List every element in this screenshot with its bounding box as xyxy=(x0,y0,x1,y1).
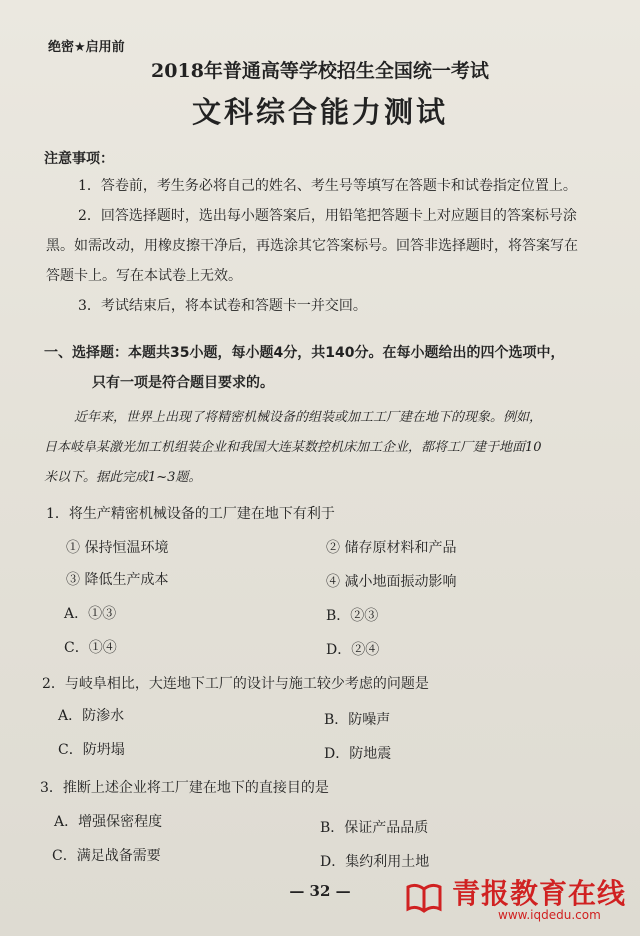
question-3-stem: 3．推断上述企业将工厂建在地下的直接目的是 xyxy=(40,780,329,796)
exam-title: 2018年普通高等学校招生全国统一考试 xyxy=(151,60,489,82)
notice-item-2-line-1: 2．回答选择题时，选出每小题答案后，用铅笔把答题卡上对应题目的答案标号涂 xyxy=(78,208,577,224)
question-1-option-d: D．②④ xyxy=(326,642,380,658)
question-1-option-a: A．①③ xyxy=(64,606,117,622)
question-1-statement-4: ④ 减小地面振动影响 xyxy=(326,574,457,590)
confidential-label: 绝密★启用前 xyxy=(48,40,125,55)
notice-item-3: 3．考试结束后，将本试卷和答题卡一并交回。 xyxy=(78,298,367,314)
watermark-logo-text: 青报教育在线 xyxy=(452,877,627,910)
question-2-option-b: B．防噪声 xyxy=(324,712,391,728)
notice-heading: 注意事项： xyxy=(44,151,114,167)
question-1-statement-2: ② 储存原材料和产品 xyxy=(326,540,457,556)
passage-line-3: 米以下。据此完成1~3题。 xyxy=(44,470,202,485)
question-2-option-c: C．防坍塌 xyxy=(58,742,125,758)
section-heading-line-2: 只有一项是符合题目要求的。 xyxy=(92,375,274,391)
question-1-option-b: B．②③ xyxy=(326,608,379,624)
notice-item-2-line-2: 黑。如需改动，用橡皮擦干净后，再选涂其它答案标号。回答非选择题时，将答案写在 xyxy=(46,238,578,254)
section-heading-line-1: 一、选择题：本题共35小题，每小题4分，共140分。在每小题给出的四个选项中， xyxy=(44,345,565,361)
notice-item-2-line-3: 答题卡上。写在本试卷上无效。 xyxy=(46,268,242,284)
notice-item-1: 1．答卷前，考生务必将自己的姓名、考生号等填写在答题卡和试卷指定位置上。 xyxy=(78,178,577,194)
watermark-url: www.iqdedu.com xyxy=(498,908,601,922)
question-3-option-a: A．增强保密程度 xyxy=(54,814,163,830)
subject-title: 文科综合能力测试 xyxy=(191,95,448,129)
question-1-stem: 1．将生产精密机械设备的工厂建在地下有利于 xyxy=(46,506,335,522)
question-1-statement-1: ① 保持恒温环境 xyxy=(66,540,169,556)
passage-line-2: 日本岐阜某激光加工机组装企业和我国大连某数控机床加工企业，都将工厂建于地面10 xyxy=(44,440,542,455)
question-3-option-c: C．满足战备需要 xyxy=(52,848,161,864)
question-1-statement-3: ③ 降低生产成本 xyxy=(66,572,169,588)
question-2-option-d: D．防地震 xyxy=(324,746,392,762)
question-2-option-a: A．防渗水 xyxy=(58,708,125,724)
open-book-icon xyxy=(404,877,444,917)
question-3-option-d: D．集约利用土地 xyxy=(320,854,430,870)
question-1-option-c: C．①④ xyxy=(64,640,117,656)
page-number: — 32 — xyxy=(289,882,351,900)
question-2-stem: 2．与岐阜相比，大连地下工厂的设计与施工较少考虑的问题是 xyxy=(42,676,429,692)
passage-line-1: 近年来，世界上出现了将精密机械设备的组装或加工工厂建在地下的现象。例如， xyxy=(74,410,543,425)
question-3-option-b: B．保证产品品质 xyxy=(320,820,429,836)
